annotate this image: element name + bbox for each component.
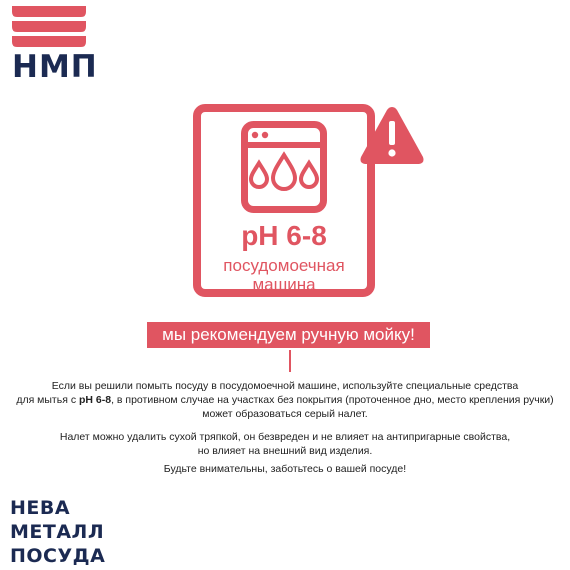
dishwasher-label-line2: машина [252,275,316,294]
logo-text: НМП [12,49,98,85]
instructions-line2-start: для мытья с [16,394,79,406]
connector-line [289,350,291,372]
company-name-line2: МЕТАЛЛ [10,521,105,543]
dishwasher-instructions [0,379,570,421]
stacked-bars-logo-icon [12,6,86,48]
instructions-line2-end: , в противном случае на участках без покрытия (проточенное дно, место крепления ручки) [111,394,554,406]
care-reminder: Будьте внимательны, заботьтесь о вашей посуде! [163,463,407,475]
instructions-ph-bold: pH 6-8 [78,394,112,406]
residue-removal-note [0,430,570,458]
dishwasher-label-line1: посудомоечная [223,256,345,275]
residue-note-line2: но влияет на внешний вид изделия. [197,445,373,457]
instructions-line1: Если вы решили помыть посуду в посудомоечной машине, используйте специальные средства [51,380,519,392]
ph-range-label: pH 6-8 [241,220,327,251]
residue-note-line1: Налет можно удалить сухой тряпкой, он безвреден и не влияет на антипригарные свойства, [59,431,511,443]
instructions-line3: может образоваться серый налет. [202,408,368,420]
warning-triangle-icon [358,103,426,167]
company-name-line3: ПОСУДА [10,545,106,567]
company-name [10,496,105,568]
dishwasher-drops-icon [241,121,327,213]
instructions-line2 [0,393,570,407]
company-name-line1: НЕВА [10,497,71,519]
recommendation-banner: мы рекомендуем ручную мойку! [147,322,430,348]
dishwasher-label [199,256,369,294]
